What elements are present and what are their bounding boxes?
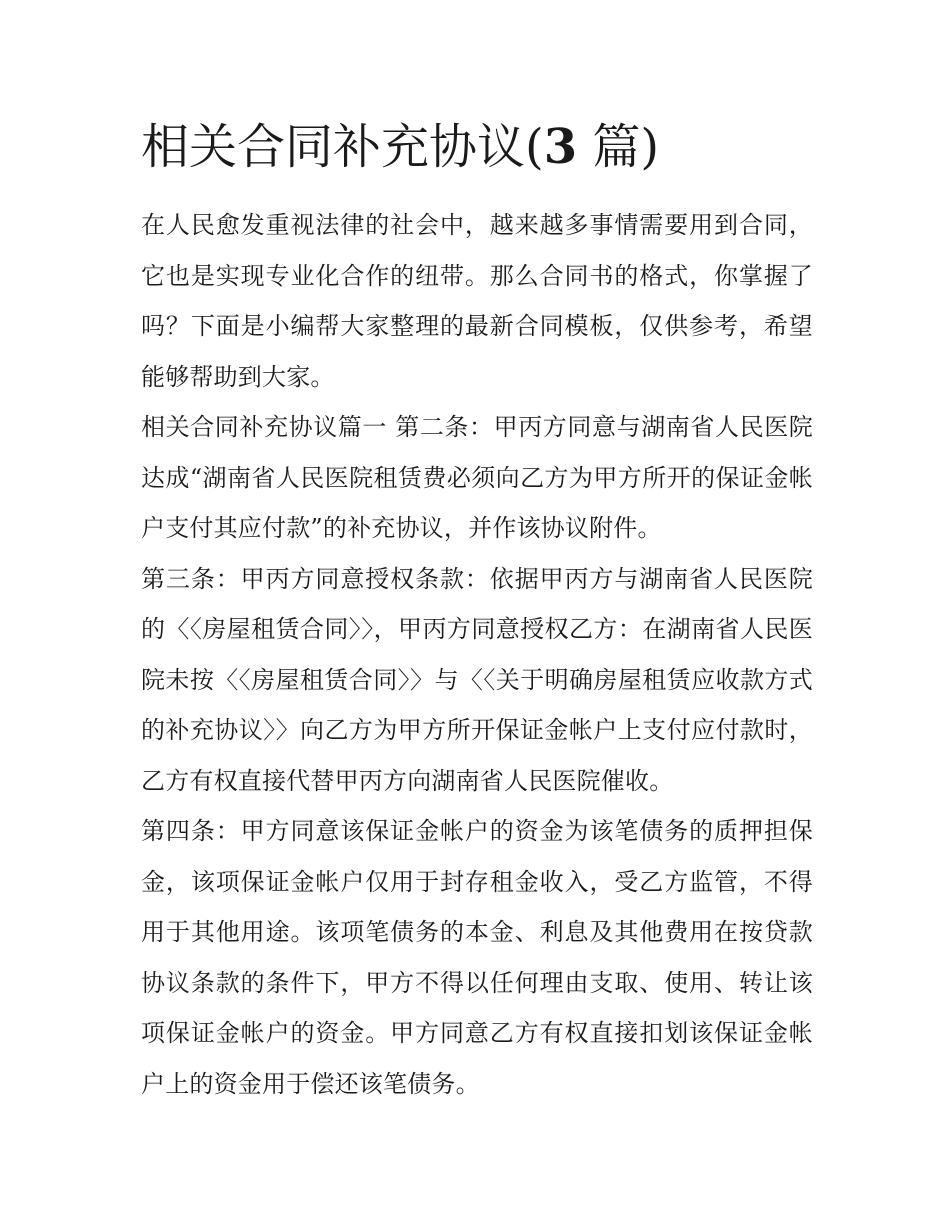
paragraph-article-3: 第三条：甲丙方同意授权条款：依据甲丙方与湖南省人民医院的〈〈房屋租赁合同〉〉，甲丙方同意授权乙方：在湖南省人民医院未按〈〈房屋租赁合同〉〉与〈〈关于明确房屋租赁应收款方式的补充协议〉〉向乙方为甲方所开保证金帐户上支付应付款时，乙方有权直接代替甲丙方向湖南省人民医院催收。 <box>141 564 813 795</box>
document-title <box>141 112 813 182</box>
paragraph-article-4: 第四条：甲方同意该保证金帐户的资金为该笔债务的质押担保金，该项保证金帐户仅用于封存租金收入，受乙方监管，不得用于其他用途。该项笔债务的本金、利息及其他费用在按贷款协议条款的条件下，甲方不得以任何理由支取、使用、转让该项保证金帐户的资金。甲方同意乙方有权直接扣划该保证金帐户上的资金用于偿还该笔债务。 <box>141 817 813 1098</box>
title-prefix: 相关合同补充协议( <box>141 119 544 175</box>
document-page <box>141 112 813 1109</box>
paragraph-article-2: 相关合同补充协议篇一 第二条：甲丙方同意与湖南省人民医院达成“湖南省人民医院租赁费必须向乙方为甲方所开的保证金帐户支付其应付款”的补充协议，并作该协议附件。 <box>141 413 813 542</box>
title-number: 3 <box>543 119 578 175</box>
paragraph-intro: 在人民愈发重视法律的社会中，越来越多事情需要用到合同，它也是实现专业化合作的纽带。那么合同书的格式，你掌握了吗？下面是小编帮大家整理的最新合同模板，仅供参考，希望能够帮助到大家。 <box>141 211 813 391</box>
title-suffix: 篇) <box>577 119 660 175</box>
